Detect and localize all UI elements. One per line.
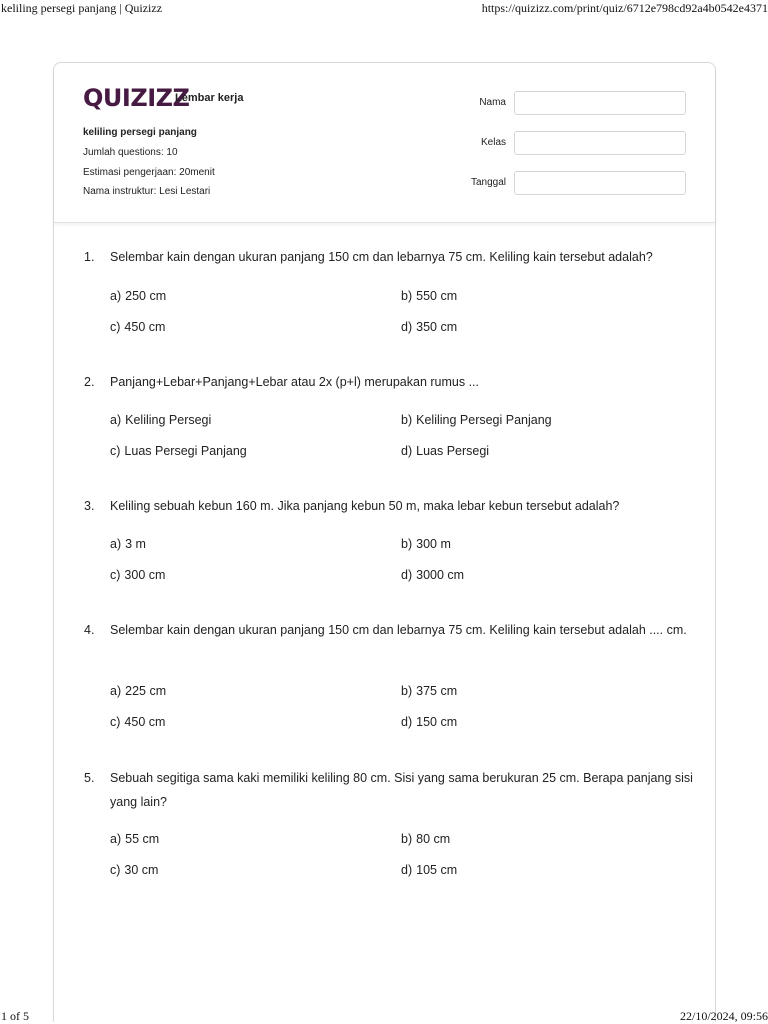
quiz-title: keliling persegi panjang	[83, 127, 197, 138]
option-b[interactable]: b) Keliling Persegi Panjang	[401, 413, 552, 427]
question-text: Selembar kain dengan ukuran panjang 150 cm dan lebarnya 75 cm. Keliling kain tersebut adalah?	[110, 250, 653, 264]
question-number: 3.	[84, 499, 95, 513]
option-b[interactable]: b) 550 cm	[401, 289, 458, 303]
page-counter: 1 of 5	[1, 1009, 29, 1023]
option-b[interactable]: b) 300 m	[401, 537, 451, 551]
question-text: Panjang+Lebar+Panjang+Lebar atau 2x (p+l) merupakan rumus ...	[110, 375, 479, 389]
option-c[interactable]: c) 30 cm	[110, 863, 159, 877]
question-number: 5.	[84, 771, 95, 785]
question-text: Keliling sebuah kebun 160 m. Jika panjang kebun 50 m, maka lebar kebun tersebut adalah?	[110, 499, 620, 513]
option-d[interactable]: d) 350 cm	[401, 320, 458, 334]
option-a[interactable]: a) 250 cm	[110, 289, 167, 303]
print-header	[0, 1, 768, 17]
question-number: 2.	[84, 375, 95, 389]
option-a[interactable]: a) 225 cm	[110, 684, 167, 698]
print-url: https://quizizz.com/print/quiz/6712e798cd92a4b0542e4371	[481, 1, 768, 15]
name-field[interactable]	[514, 91, 686, 115]
worksheet-sheet	[53, 62, 716, 1022]
date-field[interactable]	[514, 171, 686, 195]
time-estimate: Estimasi pengerjaan: 20menit	[83, 167, 215, 178]
question-text: Selembar kain dengan ukuran panjang 150 cm dan lebarnya 75 cm. Keliling kain tersebut adalah .... cm.	[110, 623, 687, 637]
question-number: 4.	[84, 623, 95, 637]
question-number: 1.	[84, 250, 95, 264]
option-c[interactable]: c) 450 cm	[110, 715, 166, 729]
option-b[interactable]: b) 80 cm	[401, 832, 451, 846]
option-c[interactable]: c) 450 cm	[110, 320, 166, 334]
option-d[interactable]: d) 3000 cm	[401, 568, 465, 582]
option-b[interactable]: b) 375 cm	[401, 684, 458, 698]
option-d[interactable]: d) 105 cm	[401, 863, 458, 877]
option-a[interactable]: a) 3 m	[110, 537, 146, 551]
question-text: Sebuah segitiga sama kaki memiliki keliling 80 cm. Sisi yang sama berukuran 25 cm. Berapa panjang sisi yang lain?	[110, 771, 693, 809]
print-footer	[0, 1009, 768, 1024]
instructor-name: Nama instruktur: Lesi Lestari	[83, 186, 211, 197]
class-label: Kelas	[480, 137, 506, 148]
quizizz-logo-text: QUIZIZZ	[83, 84, 190, 112]
questions-count: Jumlah questions: 10	[83, 147, 178, 158]
option-d[interactable]: d) 150 cm	[401, 715, 458, 729]
option-a[interactable]: a) 55 cm	[110, 832, 160, 846]
option-c[interactable]: c) Luas Persegi Panjang	[110, 444, 247, 458]
option-d[interactable]: d) Luas Persegi	[401, 444, 490, 458]
class-field[interactable]	[514, 131, 686, 155]
date-label: Tanggal	[470, 177, 506, 188]
worksheet-subtitle: Lembar kerja	[175, 92, 244, 104]
print-datetime: 22/10/2024, 09:56	[679, 1009, 768, 1023]
print-page-title: keliling persegi panjang | Quizizz	[1, 1, 163, 15]
quizizz-logo	[83, 85, 189, 111]
option-c[interactable]: c) 300 cm	[110, 568, 166, 582]
worksheet-header	[54, 63, 715, 223]
name-label: Nama	[479, 97, 506, 108]
option-a[interactable]: a) Keliling Persegi	[110, 413, 212, 427]
